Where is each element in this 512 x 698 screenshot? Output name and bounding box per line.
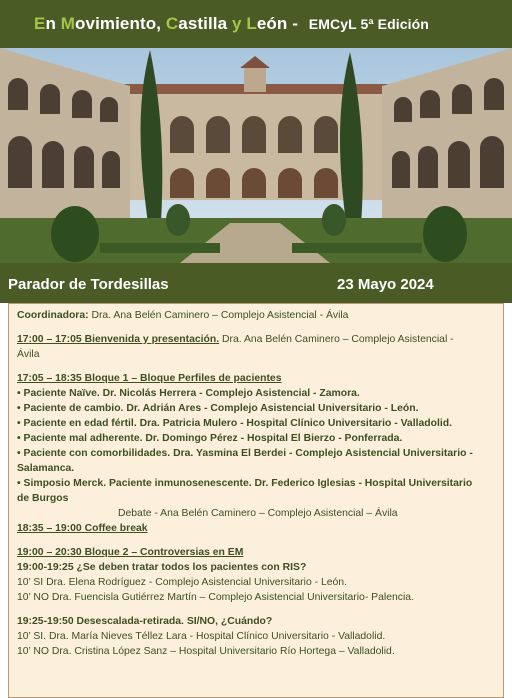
coordinator-label: Coordinadora:	[17, 310, 89, 321]
welcome-title: 17:00 – 17:05 Bienvenida y presentación.	[17, 334, 220, 345]
title-word: n	[45, 14, 61, 33]
title-word: ovimiento,	[75, 14, 166, 33]
block1-item: • Paciente en edad fértil. Dra. Patricia Mulero - Hospital Clínico Universitario - Valladolid.	[17, 418, 452, 429]
header-banner	[0, 0, 512, 48]
edition-label: EMCyL 5ª Edición	[308, 16, 429, 32]
coordinator-name: Dra. Ana Belén Caminero – Complejo Asistencial - Ávila	[88, 310, 349, 321]
block1-heading: 17:05 – 18:35 Bloque 1 – Bloque Perfiles de pacientes	[17, 373, 282, 384]
title-word: eón -	[256, 14, 303, 33]
coffee-break: 18:35 – 19:00 Coffee break	[17, 523, 148, 534]
title-word: astilla	[178, 14, 232, 33]
coordinator-line	[17, 308, 495, 323]
venue-date-bar	[0, 263, 512, 303]
block1-item: • Paciente Naïve. Dr. Nicolás Herrera - Complejo Asistencial - Zamora.	[17, 388, 360, 399]
block1-item-cont: Salamanca.	[17, 463, 75, 474]
question1-title: 19:00-19:25 ¿Se deben tratar todos los pacientes con RIS?	[17, 562, 307, 573]
title-initial: y	[231, 14, 242, 33]
question1-no: 10’ NO Dra. Fuencisla Gutiérrez Martín – Complejo Asistencial Universitario- Palencia.	[17, 592, 414, 603]
welcome-speaker: Dra. Ana Belén Caminero – Complejo Asistencial -	[219, 334, 454, 345]
cloister-photo	[0, 48, 512, 263]
question2-title: 19:25-19:50 Desescalada-retirada. SI/NO, ¿Cuándo?	[17, 616, 273, 627]
welcome-line	[17, 332, 495, 347]
block1-item: • Paciente mal adherente. Dr. Domingo Pérez - Hospital El Bierzo - Ponferrada.	[17, 433, 403, 444]
block1-item: • Simposio Merck. Paciente inmunosenescente. Dr. Federico Iglesias - Hospital Universitario	[17, 478, 473, 489]
block2-heading: 19:00 – 20:30 Bloque 2 – Controversias en EM	[17, 547, 244, 558]
question2-yes: 10’ SI. Dra. María Nieves Téllez Lara - Hospital Clínico Universitario - Valladolid.	[17, 631, 386, 642]
event-title	[34, 14, 429, 34]
welcome-speaker-cont: Ávila	[17, 349, 40, 360]
block1-item: • Paciente con comorbilidades. Dra. Yasmina El Berdei - Complejo Asistencial Universitario -	[17, 448, 473, 459]
block1-item-cont: de Burgos	[17, 493, 69, 504]
title-initial: E	[34, 14, 46, 33]
venue-name: Parador de Tordesillas	[8, 276, 169, 293]
question2-no: 10’ NO Dra. Cristina López Sanz – Hospital Universitario Río Hortega – Valladolid.	[17, 646, 395, 657]
block1-item: • Paciente de cambio. Dr. Adrián Ares - Complejo Asistencial Universitario - León.	[17, 403, 419, 414]
event-date: 23 Mayo 2024	[337, 276, 434, 293]
debate-line: Debate - Ana Belén Caminero – Complejo Asistencial – Ávila	[118, 508, 398, 519]
program-box	[8, 303, 504, 698]
question1-yes: 10’ SI Dra. Elena Rodríguez - Complejo Asistencial Universitario - León.	[17, 577, 347, 588]
title-initial: C	[165, 14, 179, 33]
title-initial: M	[60, 14, 76, 33]
title-initial: L	[246, 14, 257, 33]
